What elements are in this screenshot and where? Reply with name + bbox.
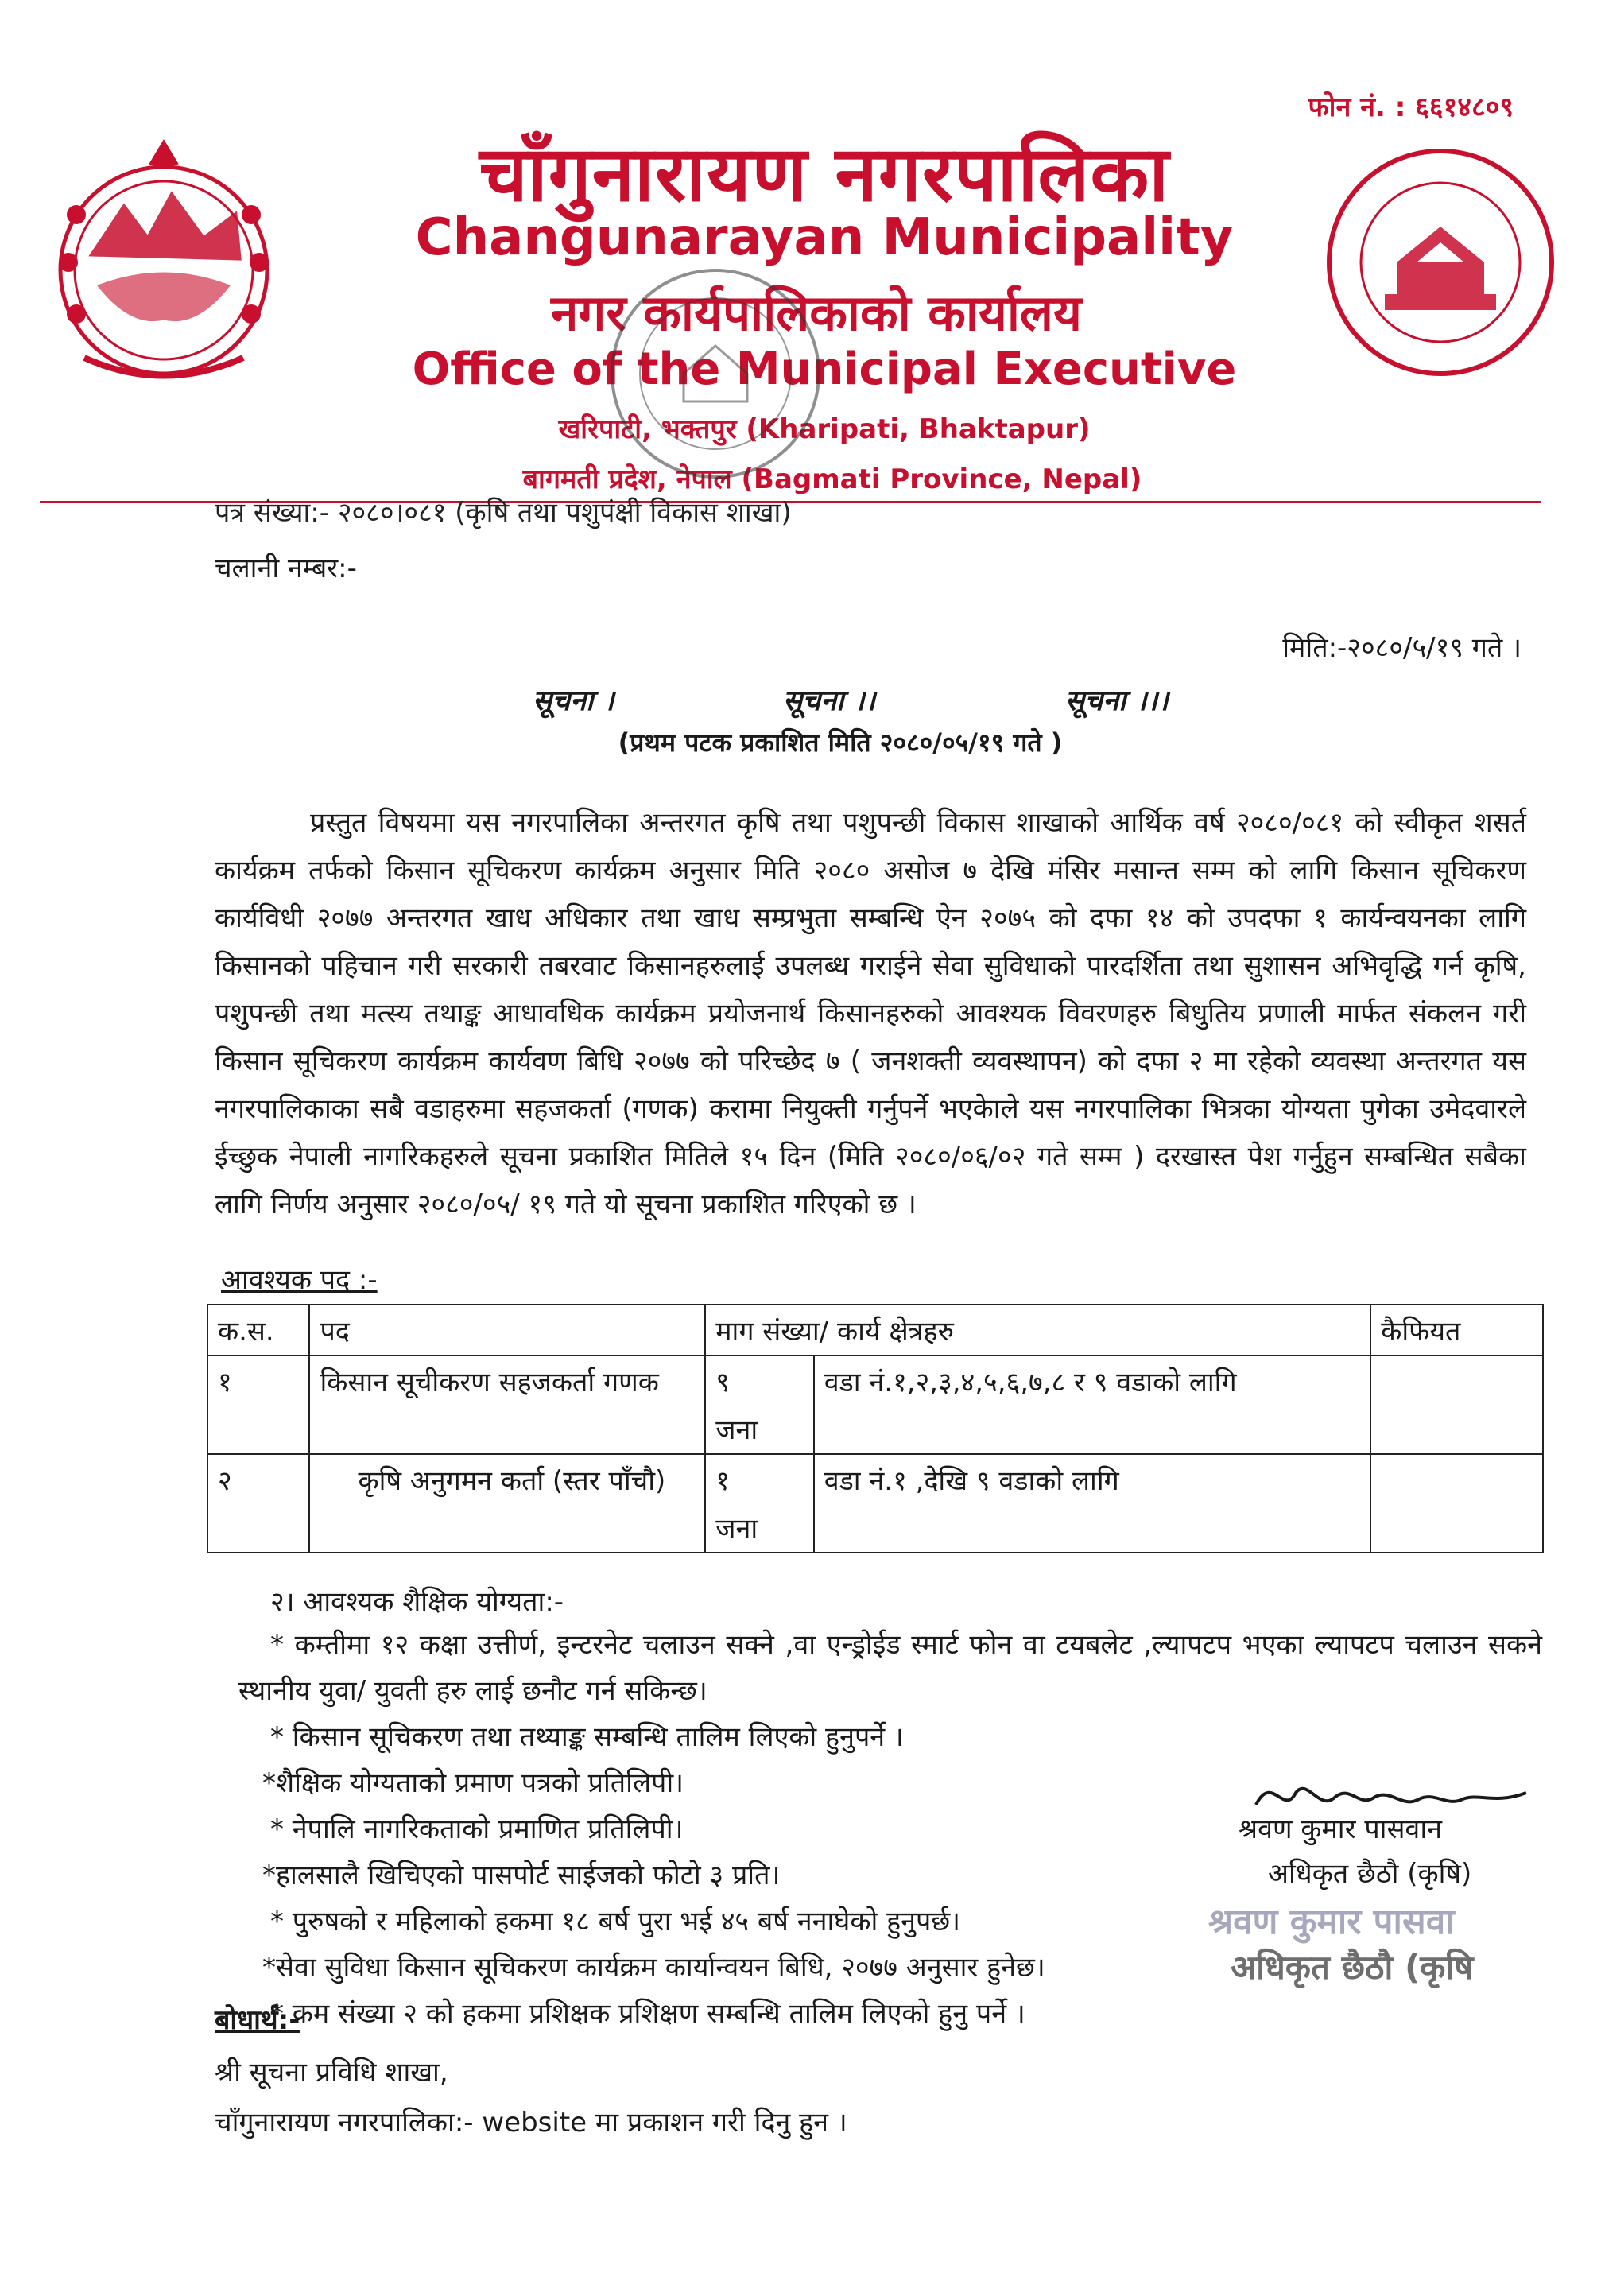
qualifications-title: २। आवश्यक शैक्षिक योग्यता:- <box>270 1586 564 1618</box>
cc-title: बोधार्थ:- <box>215 2004 300 2036</box>
table-header-row <box>207 1305 1543 1355</box>
signatory-stamp-post: अधिकृत छैठौ (कृषि <box>1231 1948 1474 1987</box>
row-remarks <box>1370 1454 1543 1553</box>
row-count-number: ९ <box>715 1367 730 1398</box>
list-item: *सेवा सुविधा किसान सूचिकरण कार्यक्रम कार्यान्वयन बिधि, २०७७ अनुसार हुनेछ। <box>262 1952 1045 1984</box>
notice-3: सूचना ।।। <box>1065 685 1169 717</box>
header-sn: क.स. <box>207 1305 309 1355</box>
municipality-title-np: चाँगुनारायण नगरपालिका <box>479 130 1170 219</box>
province: बागमती प्रदेश, नेपाल (Bagmati Province, Nepal) <box>522 463 1142 495</box>
row-area: वडा नं.१ ,देखि ९ वडाको लागि <box>814 1454 1371 1553</box>
table-row <box>207 1454 1543 1553</box>
header-count-area: माग संख्या/ कार्य क्षेत्रहरु <box>705 1305 1370 1355</box>
row-area: वडा नं.१,२,३,४,५,६,७,८ र ९ वडाको लागि <box>814 1355 1371 1454</box>
row-post: कृषि अनुगमन कर्ता (स्तर पाँचौ) <box>309 1454 705 1553</box>
row-post: किसान सूचीकरण सहजकर्ता गणक <box>309 1355 705 1454</box>
row-count-unit: जना <box>715 1414 758 1446</box>
list-item: * क्रम संख्या २ को हकमा प्रशिक्षक प्रशिक्षण सम्बन्धि तालिम लिएको हुनु पर्ने । <box>270 1998 1025 2030</box>
notice-1: सूचना । <box>533 685 614 717</box>
cc-line-2: चाँगुनारायण नगरपालिका:- website मा प्रकाशन गरी दिनु हुन । <box>215 2107 847 2139</box>
address: खरिपाटी, भक्तपुर (Kharipati, Bhaktapur) <box>558 413 1091 445</box>
municipality-title-en: Changunarayan Municipality <box>415 208 1234 267</box>
table-row <box>207 1355 1543 1454</box>
signatory-stamp-name: श्रवण कुमार पासवा <box>1208 1902 1455 1942</box>
office-title-en: Office of the Municipal Executive <box>412 343 1237 395</box>
list-item: *शैक्षिक योग्यताको प्रमाण पत्रको प्रतिलिपी। <box>262 1767 684 1799</box>
required-posts-title: आवश्यक पद :- <box>221 1264 378 1296</box>
signatory-name: श्रवण कुमार पासवान <box>1239 1813 1443 1845</box>
row-sn: २ <box>207 1454 309 1553</box>
reference-number: पत्र संख्या:- २०८०।०८१ (कृषि तथा पशुपंक्षी विकास शाखा) <box>215 497 792 529</box>
dispatch-number: चलानी नम्बर:- <box>215 553 357 584</box>
header-post: पद <box>309 1305 705 1355</box>
list-item: * किसान सूचिकरण तथा तथ्याङ्क सम्बन्धि तालिम लिएको हुनुपर्ने । <box>270 1721 904 1753</box>
list-item: * नेपालि नागरिकताको प्रमाणित प्रतिलिपी। <box>270 1813 684 1845</box>
list-item: *हालसालै खिचिएको पासपोर्ट साईजको फोटो ३ प्रति। <box>262 1860 781 1891</box>
list-item: * कम्तीमा १२ कक्षा उत्तीर्ण, इन्टरनेट चलाउन सक्ने ,वा एन्ड्रोईड स्मार्ट फोन वा टयबलेट ,ल्यापटप भएका ल्यापटप चलाउन सकने स्थानीय युवा/ युवती हरु लाई छनौट गर्न सकिन्छ। <box>238 1629 1542 1707</box>
list-item: * पुरुषको र महिलाको हकमा १८ बर्ष पुरा भई ४५ बर्ष ननाघेको हुनुपर्छ। <box>270 1906 961 1937</box>
row-count <box>705 1454 813 1553</box>
notice-2: सूचना ।। <box>783 685 876 717</box>
first-published-date: (प्रथम पटक प्रकाशित मिति २०८०/०५/१९ गते ) <box>618 727 1063 758</box>
letter-date: मिति:-२०८०/५/१९ गते । <box>1282 632 1522 664</box>
row-remarks <box>1370 1355 1543 1454</box>
signatory-post: अधिकृत छैठौ (कृषि) <box>1268 1858 1472 1890</box>
office-stamp-icon <box>596 254 835 493</box>
row-count-number: १ <box>715 1465 730 1497</box>
posts-table <box>207 1304 1544 1553</box>
office-title-np: नगर कार्यपालिकाको कार्यालय <box>551 284 1082 342</box>
row-sn: १ <box>207 1355 309 1454</box>
notice-body: प्रस्तुत विषयमा यस नगरपालिका अन्तरगत कृषि तथा पशुपन्छी विकास शाखाको आर्थिक वर्ष २०८०/०८१ को स्वीकृत शसर्त कार्यक्रम तर्फको किसान सूचिकरण कार्यक्रम अनुसार मिति २०८० असोज ७ देखि मंसिर मसान्त सम्म को लागि किसान सूचिकरण कार्यविधी २०७७ अन्तरगत खाध अधिकार तथा खाध सम्प्रभुता सम्बन्धि ऐन २०७५ को दफा १४ को उपदफा १ कार्यन्वयनका लागि किसानको पहिचान गरी सरकारी तबरवाट किसानहरुलाई उपलब्ध गराईने सेवा सुविधाको पारदर्शिता तथा सुशासन अभिवृद्धि गर्न कृषि, पशुपन्छी तथा मत्स्य तथाङ्क आधावधिक कार्यक्रम प्रयोजनार्थ किसानहरुको आवश्यक विवरणहरु बिधुतिय प्रणाली मार्फत संकलन गरी किसान सूचिकरण कार्यक्रम कार्यवण बिधि २०७७ को परिच्छेद ७ ( जनशक्ती व्यवस्थापन) को दफा २ मा रहेको व्यवस्था अन्तरगत यस नगरपालिकाका सबै वडाहरुमा सहजकर्ता (गणक) करामा नियुक्ती गर्नुपर्ने भएकेाले यस नगरपालिका भित्रका योग्यता पुगेका उमेदवारले ईच्छुक नेपाली नागरिकहरुले सूचना प्रकाशित मितिले १५ दिन (मिति २०८०/०६/०२ गते सम्म ) दरखास्त पेश गर्नुहुन सम्बन्धित सबैका लागि निर्णय अनुसार २०८०/०५/ १९ गते यो सूचना प्रकाशित गरिएको छ । <box>215 807 1526 1220</box>
row-count-unit: जना <box>715 1513 758 1545</box>
header-remarks: कैफियत <box>1370 1305 1543 1355</box>
phone-number: फोन नं. : ६६१४८०९ <box>1308 91 1514 123</box>
cc-line-1: श्री सूचना प्रविधि शाखा, <box>215 2057 448 2089</box>
row-count <box>705 1355 813 1454</box>
